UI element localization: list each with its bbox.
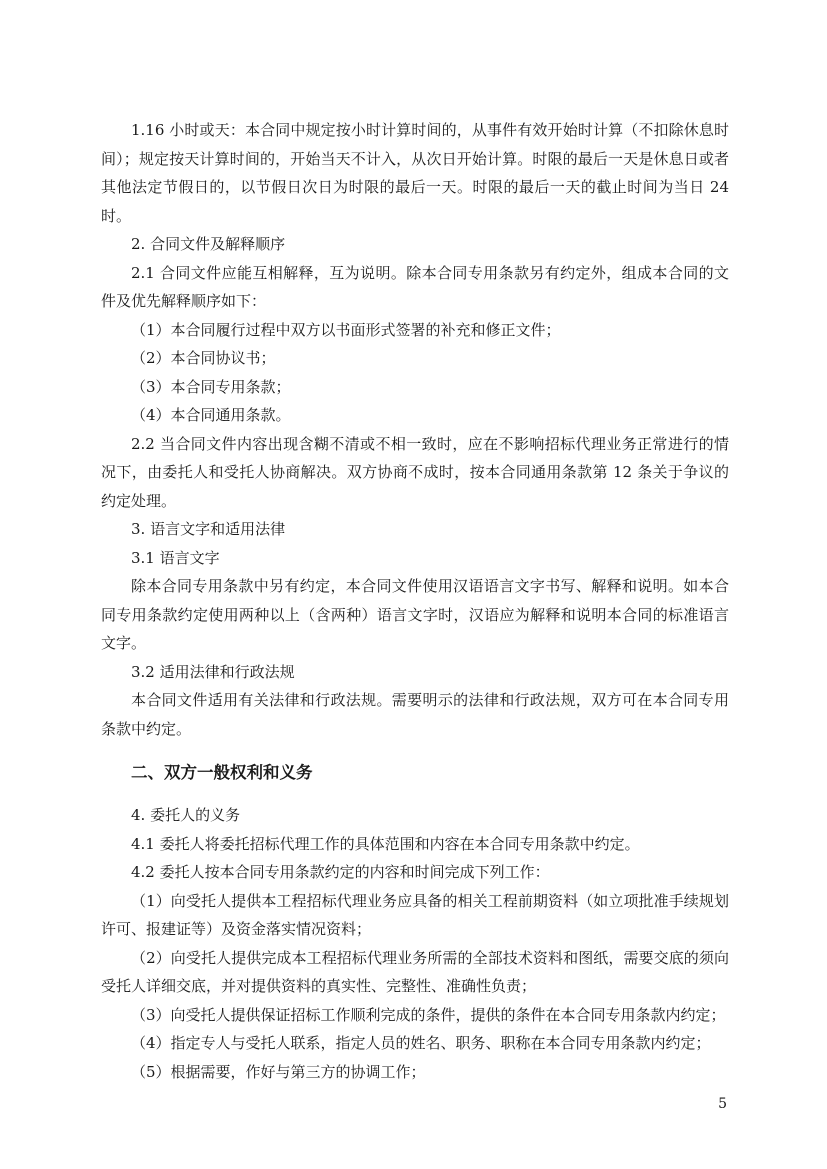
page-body (101, 116, 729, 1086)
list-item: （2）向受托人提供完成本工程招标代理业务所需的全部技术资料和图纸，需要交底的须向受托人详细交底，并对提供资料的真实性、完整性、准确性负责； (101, 948, 729, 995)
clause-3-2-title: 3.2 适用法律和行政法规 (131, 662, 295, 681)
clause-3-1-title: 3.1 语言文字 (131, 548, 220, 567)
clause-3-title: 3. 语言文字和适用法律 (131, 520, 286, 538)
clause-1-16: 1.16 小时或天：本合同中规定按小时计算时间的，从事件有效开始时计算（不扣除休息时间）；规定按天计算时间的，开始当天不计入，从次日开始计算。时限的最后一天是休息日或者其他法定节假日的，以节假日次日为时限的最后一天。时限的最后一天的截止时间为当日 24 时。 (101, 121, 729, 225)
clause-2-1: 2.1 合同文件应能互相解释，互为说明。除本合同专用条款另有约定外，组成本合同的文件及优先解释顺序如下： (101, 263, 729, 310)
list-item: （3）本合同专用条款； (131, 377, 291, 396)
clause-4-title: 4. 委托人的义务 (131, 806, 241, 824)
clause-2-2: 2.2 当合同文件内容出现含糊不清或不相一致时，应在不影响招标代理业务正常进行的情况下，由委托人和受托人协商解决。双方协商不成时，按本合同通用条款第 12 条关于争议的约定处理。 (101, 434, 729, 510)
list-item: （1）本合同履行过程中双方以书面形式签署的补充和修正文件； (131, 320, 561, 339)
clause-3-1-body: 除本合同专用条款中另有约定，本合同文件使用汉语语言文字书写、解释和说明。如本合同专用条款约定使用两种以上（含两种）语言文字时，汉语应为解释和说明本合同的标准语言文字。 (101, 577, 729, 652)
list-item: （4）指定专人与受托人联系，指定人员的姓名、职务、职称在本合同专用条款内约定； (131, 1034, 711, 1052)
list-item: （4）本合同通用条款。 (131, 406, 291, 424)
section-heading: 二、双方一般权利和义务 (131, 763, 313, 782)
list-item: （1）向受托人提供本工程招标代理业务应具备的相关工程前期资料（如立项批准手续规划许可、报建证等）及资金落实情况资料； (101, 891, 729, 938)
clause-3-2-body: 本合同文件适用有关法律和行政法规。需要明示的法律和行政法规，双方可在本合同专用条款中约定。 (101, 691, 729, 738)
list-item: （3）向受托人提供保证招标工作顺利完成的条件，提供的条件在本合同专用条款内约定； (131, 1005, 726, 1024)
clause-2-title: 2. 合同文件及解释顺序 (131, 235, 286, 253)
page-number: 5 (718, 1096, 727, 1112)
list-item: （2）本合同协议书； (131, 349, 276, 367)
clause-4-1: 4.1 委托人将委托招标代理工作的具体范围和内容在本合同专用条款中约定。 (131, 834, 640, 853)
list-item: （5）根据需要，作好与第三方的协调工作； (131, 1062, 426, 1081)
clause-4-2: 4.2 委托人按本合同专用条款约定的内容和时间完成下列工作： (131, 863, 550, 881)
